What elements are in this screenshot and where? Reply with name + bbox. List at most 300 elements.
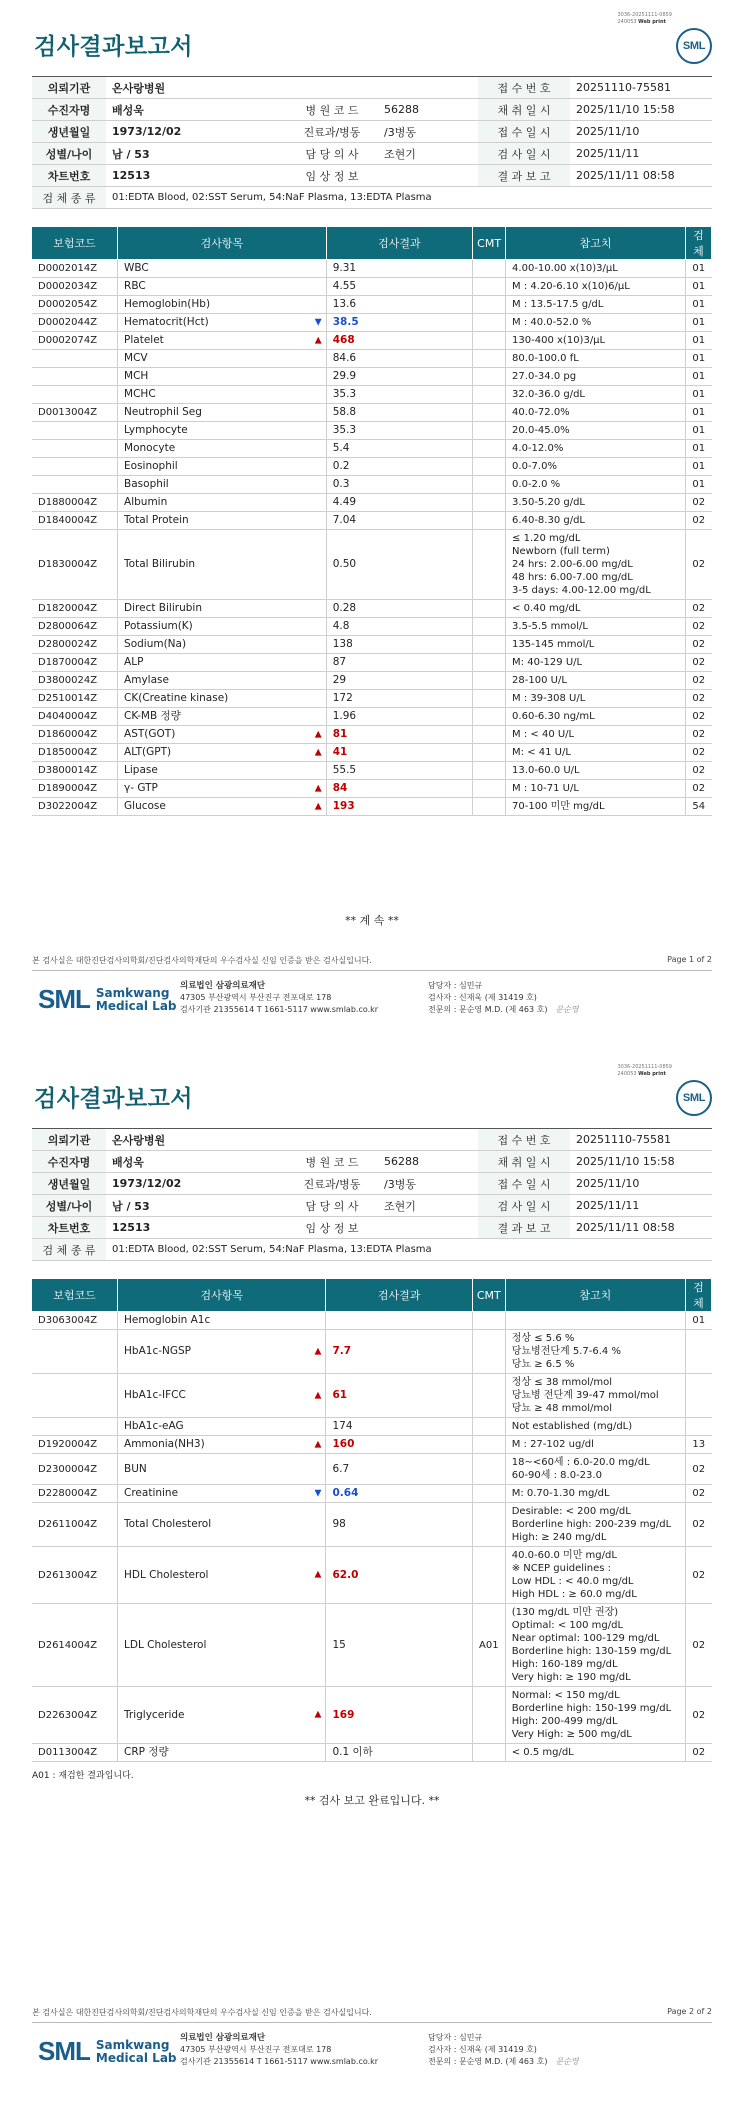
test-code: D1820004Z — [32, 600, 118, 618]
report-value: 2025/11/11 08:58 — [570, 1217, 712, 1239]
reference-line: 정상 ≤ 5.6 % — [511, 1333, 575, 1344]
test-result-value: 0.50 — [332, 558, 357, 570]
reference-range — [505, 1744, 685, 1762]
lab-name: Samkwang Medical Lab — [95, 985, 177, 1013]
test-result-value: 38.5 — [332, 316, 359, 328]
test-result — [326, 600, 472, 618]
table-row — [32, 690, 712, 708]
reference-line: 80.0-100.0 fL — [512, 353, 579, 364]
table-row — [32, 618, 712, 636]
high-arrow-icon: ▲ — [314, 747, 322, 757]
reference-line: 60-90세 : 8.0-23.0 — [511, 1470, 602, 1481]
test-result — [326, 512, 472, 530]
reference-line: < 0.40 mg/dL — [512, 603, 581, 614]
test-name-text: HbA1c-IFCC — [124, 1389, 186, 1401]
reference-line: 18~<60세 : 6.0-20.0 mg/dL — [511, 1457, 650, 1468]
reference-line: ≤ 1.20 mg/dL — [512, 533, 581, 544]
table-row — [32, 798, 712, 816]
test-code: D1830004Z — [32, 530, 118, 600]
test-result — [326, 690, 472, 708]
specimen-code: 02 — [686, 1485, 712, 1503]
test-cmt — [472, 1436, 505, 1454]
test-name — [118, 690, 327, 708]
page-number: Page 1 of 2 — [667, 955, 712, 964]
high-arrow-icon: ▲ — [314, 783, 322, 793]
test-name — [118, 1604, 326, 1687]
test-name-text: MCH — [124, 370, 149, 382]
test-code: D2263004Z — [32, 1687, 118, 1744]
high-arrow-icon: ▲ — [314, 729, 322, 739]
page-title: 검사결과보고서 — [34, 34, 194, 60]
header-code: 보험코드 — [32, 1279, 118, 1312]
test-code — [32, 1330, 118, 1374]
specimen-code: 01 — [685, 458, 711, 476]
specimen-code — [686, 1330, 712, 1374]
test-result-value: 4.8 — [332, 620, 350, 632]
test-name-text: Hemoglobin A1c — [124, 1314, 211, 1326]
table-row — [32, 672, 712, 690]
chart-value: 12513 — [106, 1217, 286, 1239]
specimen-code: 01 — [685, 368, 711, 386]
test-cmt — [473, 512, 506, 530]
reference-line: M : 40.0-52.0 % — [512, 317, 592, 328]
table-row — [32, 654, 712, 672]
hospital-code-label: 병 원 코 드 — [286, 1151, 378, 1173]
specimen-code: 54 — [685, 798, 711, 816]
test-result-value: 15 — [332, 1638, 346, 1651]
birth-value: 1973/12/02 — [106, 121, 286, 143]
test-result-value: 1.96 — [332, 710, 357, 722]
reference-range — [505, 1312, 685, 1330]
reference-line: 정상 ≤ 38 mmol/mol — [511, 1377, 613, 1388]
test-code: D1870004Z — [32, 654, 118, 672]
reference-line: 0.0-2.0 % — [512, 479, 561, 490]
clinical-value — [378, 1217, 478, 1239]
reference-range — [506, 350, 686, 368]
test-cmt — [473, 440, 506, 458]
test-result — [326, 296, 472, 314]
test-name-text: Hemoglobin(Hb) — [124, 298, 211, 310]
table-row — [32, 386, 712, 404]
reference-line: M: 40-129 U/L — [512, 657, 583, 668]
test-result-value: 58.8 — [332, 406, 357, 418]
table-row — [32, 494, 712, 512]
reference-line: 4.00-10.00 x(10)3/μL — [512, 263, 618, 274]
test-cmt — [473, 296, 506, 314]
reference-range — [506, 762, 686, 780]
reference-line: 6.40-8.30 g/dL — [512, 515, 586, 526]
test-code — [32, 458, 118, 476]
doctor-label: 담 당 의 사 — [286, 1195, 378, 1217]
reference-line: M : 13.5-17.5 g/dL — [512, 299, 604, 310]
test-name — [118, 726, 327, 744]
test-cmt — [473, 618, 506, 636]
test-code: D3022004Z — [32, 798, 118, 816]
test-result-value: 84.6 — [332, 352, 357, 364]
report-value: 2025/11/11 08:58 — [570, 165, 712, 187]
test-result — [326, 1312, 472, 1330]
reference-line: M : 10-71 U/L — [512, 783, 579, 794]
test-result — [326, 422, 472, 440]
header-item: 검사항목 — [118, 227, 327, 260]
table-row — [32, 278, 712, 296]
test-name — [118, 1374, 326, 1418]
test-name — [118, 368, 327, 386]
header-item: 검사항목 — [118, 1279, 326, 1312]
header-ref: 참고치 — [506, 227, 686, 260]
test-result-value: 0.1 이하 — [332, 1746, 373, 1758]
specimen-code: 02 — [686, 1604, 712, 1687]
table-row — [32, 422, 712, 440]
reference-range — [506, 332, 686, 350]
reference-line: 24 hrs: 2.00-6.00 mg/dL — [512, 559, 633, 570]
test-result — [326, 1547, 472, 1604]
test-name — [118, 708, 327, 726]
test-cmt — [473, 368, 506, 386]
test-result — [326, 1436, 472, 1454]
reference-line: Borderline high: 130-159 mg/dL — [511, 1646, 672, 1657]
test-code: D1890004Z — [32, 780, 118, 798]
doctor-value: 조현기 — [378, 143, 478, 165]
test-result — [326, 1418, 472, 1436]
reference-line: 13.0-60.0 U/L — [512, 765, 580, 776]
test-cmt — [473, 494, 506, 512]
specimen-value: 01:EDTA Blood, 02:SST Serum, 54:NaF Plasma, 13:EDTA Plasma — [106, 187, 712, 209]
test-code — [32, 368, 118, 386]
reference-range — [506, 386, 686, 404]
receipt-no-label: 접 수 번 호 — [478, 77, 570, 99]
table-row — [32, 368, 712, 386]
clinical-value — [378, 165, 478, 187]
test-date-label: 검 사 일 시 — [478, 1195, 570, 1217]
table-row — [32, 1330, 712, 1374]
reference-range — [505, 1604, 685, 1687]
reference-range — [506, 654, 686, 672]
test-name-text: Platelet — [124, 334, 164, 346]
test-code: D0013004Z — [32, 404, 118, 422]
high-arrow-icon: ▲ — [314, 1569, 322, 1580]
footer-logo — [38, 984, 177, 1015]
test-result — [326, 350, 472, 368]
reference-line: High: 200-499 mg/dL — [511, 1716, 618, 1727]
specimen-value: 01:EDTA Blood, 02:SST Serum, 54:NaF Plasma, 13:EDTA Plasma — [106, 1239, 712, 1261]
test-code: D2613004Z — [32, 1547, 118, 1604]
footer-divider — [32, 2022, 712, 2023]
test-result-value: 7.7 — [332, 1345, 352, 1357]
patient-value: 배성욱 — [106, 1151, 286, 1173]
test-name-text: CRP 정량 — [124, 1746, 169, 1758]
header-ref: 참고치 — [505, 1279, 685, 1312]
test-cmt — [473, 476, 506, 494]
test-result — [326, 278, 472, 296]
reference-range — [506, 260, 686, 278]
collect-label: 채 취 일 시 — [478, 1151, 570, 1173]
test-result — [326, 386, 472, 404]
reference-line: 4.0-12.0% — [512, 443, 564, 454]
report-label: 결 과 보 고 — [478, 165, 570, 187]
test-cmt — [473, 530, 506, 600]
test-result-value: 29.9 — [332, 370, 357, 382]
reference-line: 3-5 days: 4.00-12.00 mg/dL — [512, 585, 651, 596]
certification-note: 본 검사실은 대한진단검사의학회/진단검사의학재단의 우수검사실 신임 인증을 받은 검사실입니다. — [32, 2008, 372, 2017]
clinical-label: 임 상 정 보 — [286, 1217, 378, 1239]
test-name-text: BUN — [124, 1462, 147, 1475]
table-row — [32, 440, 712, 458]
reference-line: 3.50-5.20 g/dL — [512, 497, 586, 508]
test-code: D0002014Z — [32, 260, 118, 278]
test-name — [118, 1485, 326, 1503]
certification-note: 본 검사실은 대한진단검사의학회/진단검사의학재단의 우수검사실 신임 인증을 받은 검사실입니다. — [32, 956, 372, 965]
test-name — [118, 458, 327, 476]
test-cmt — [472, 1687, 505, 1744]
test-name-text: HDL Cholesterol — [124, 1568, 209, 1581]
reference-line: 28-100 U/L — [512, 675, 567, 686]
low-arrow-icon: ▼ — [314, 1488, 322, 1498]
test-result — [326, 1485, 472, 1503]
reference-line: 48 hrs: 6.00-7.00 mg/dL — [512, 572, 633, 583]
reference-line: M: 0.70-1.30 mg/dL — [511, 1488, 610, 1499]
reference-range — [506, 530, 686, 600]
table-row — [32, 1374, 712, 1418]
reference-range — [506, 494, 686, 512]
test-code: D2300004Z — [32, 1454, 118, 1485]
test-result-value: 4.55 — [332, 280, 357, 292]
test-cmt — [473, 314, 506, 332]
test-result-value: 0.3 — [332, 478, 350, 490]
test-result — [326, 1604, 472, 1687]
test-cmt — [473, 762, 506, 780]
test-name-text: MCHC — [124, 388, 156, 400]
test-result — [326, 404, 472, 422]
test-name — [118, 1547, 326, 1604]
specimen-code: 01 — [685, 422, 711, 440]
footer-logo — [38, 2036, 177, 2067]
patient-label: 수진자명 — [32, 1151, 106, 1173]
high-arrow-icon: ▲ — [314, 1346, 322, 1356]
collect-value: 2025/11/10 15:58 — [570, 99, 712, 121]
test-cmt — [472, 1418, 505, 1436]
test-code: D0002034Z — [32, 278, 118, 296]
test-code: D2800024Z — [32, 636, 118, 654]
test-result — [326, 440, 472, 458]
reference-range — [506, 690, 686, 708]
test-name — [118, 260, 327, 278]
test-name — [118, 530, 327, 600]
birth-label: 생년월일 — [32, 121, 106, 143]
dept-label: 진료과/병동 — [286, 1173, 378, 1195]
header-specimen: 검체 — [686, 1279, 712, 1312]
test-name — [118, 1418, 326, 1436]
test-result-value: 13.6 — [332, 298, 357, 310]
reference-line: 0.0-7.0% — [512, 461, 557, 472]
reference-line: M : 27-102 ug/dl — [511, 1439, 594, 1450]
reference-line: 130-400 x(10)3/μL — [512, 335, 606, 346]
reference-line: 135-145 mmol/L — [512, 639, 595, 650]
continue-text: ** 계 속 ** — [345, 914, 399, 927]
reference-line: 0.60-6.30 ng/mL — [512, 711, 595, 722]
birth-value: 1973/12/02 — [106, 1173, 286, 1195]
specimen-code: 01 — [685, 260, 711, 278]
test-result — [326, 654, 472, 672]
reference-range — [505, 1547, 685, 1604]
test-code — [32, 476, 118, 494]
patient-value: 배성욱 — [106, 99, 286, 121]
institution-value: 온사랑병원 — [106, 77, 478, 99]
org-info: 의료법인 삼광의료재단 47305 부산광역시 부산진구 전포대로 178 검사기관 21355614 T 1661-5117 www.smlab.co.kr — [180, 2033, 379, 2066]
table-row — [32, 350, 712, 368]
test-result — [326, 726, 472, 744]
test-date-label: 검 사 일 시 — [478, 143, 570, 165]
reference-line: High: ≥ 240 mg/dL — [511, 1532, 607, 1543]
test-name-text: ALP — [124, 656, 144, 668]
test-name-text: Monocyte — [124, 442, 176, 454]
test-cmt — [472, 1744, 505, 1762]
reference-range — [506, 314, 686, 332]
test-name — [118, 494, 327, 512]
reference-range — [506, 422, 686, 440]
reference-range — [505, 1374, 685, 1418]
reference-line: Desirable: < 200 mg/dL — [511, 1506, 631, 1517]
reference-line: 당뇨병전단계 5.7-6.4 % — [511, 1346, 621, 1357]
test-code: D2280004Z — [32, 1485, 118, 1503]
test-cmt — [473, 404, 506, 422]
institution-label: 의뢰기관 — [32, 1129, 106, 1151]
test-name-text: Glucose — [124, 800, 166, 812]
test-cmt — [472, 1547, 505, 1604]
test-result-value: 4.49 — [332, 496, 357, 508]
specimen-code: 02 — [685, 690, 711, 708]
test-name-text: Neutrophil Seg — [124, 406, 202, 418]
specimen-code: 02 — [686, 1744, 712, 1762]
specimen-code: 01 — [685, 314, 711, 332]
test-result-value: 160 — [332, 1438, 355, 1450]
test-code: D1840004Z — [32, 512, 118, 530]
test-result-value: 9.31 — [332, 262, 357, 274]
test-result — [326, 260, 472, 278]
reference-line: Very High: ≥ 500 mg/dL — [511, 1729, 632, 1740]
specimen-code: 02 — [686, 1547, 712, 1604]
test-name — [118, 404, 327, 422]
test-result — [326, 780, 472, 798]
reference-range — [505, 1687, 685, 1744]
institution-value: 온사랑병원 — [106, 1129, 478, 1151]
test-result — [326, 708, 472, 726]
test-name — [118, 1503, 326, 1547]
test-result-value: 0.2 — [332, 460, 350, 472]
page-title: 검사결과보고서 — [34, 1086, 194, 1112]
test-name-text: Total Protein — [124, 514, 189, 526]
header-cmt: CMT — [473, 227, 506, 260]
test-name-text: Creatinine — [124, 1487, 179, 1499]
test-code: D1880004Z — [32, 494, 118, 512]
reference-range — [506, 476, 686, 494]
test-result — [326, 744, 472, 762]
report-page-2 — [0, 1052, 744, 2104]
staff-info: 담당자 : 심민규 검사자 : 신재욱 (제 31419 호) 전문의 : 문순영 M.D. (제 463 호) 문순영 — [428, 981, 579, 1014]
table-row — [32, 1687, 712, 1744]
test-name-text: RBC — [124, 280, 146, 292]
receipt-date-label: 접 수 일 시 — [478, 121, 570, 143]
test-result — [326, 672, 472, 690]
chart-label: 차트번호 — [32, 165, 106, 187]
reference-line: 당뇨병 전단계 39-47 mmol/mol — [511, 1390, 659, 1401]
test-code: D2614004Z — [32, 1604, 118, 1687]
test-result-value: 468 — [332, 334, 355, 346]
test-name-text: Triglyceride — [124, 1708, 185, 1721]
test-result-value: 7.04 — [332, 514, 357, 526]
test-name-text: Basophil — [124, 478, 169, 490]
reference-line: High HDL : ≥ 60.0 mg/dL — [511, 1589, 637, 1600]
specimen-code: 02 — [685, 762, 711, 780]
dept-value: /3병동 — [378, 121, 478, 143]
test-cmt — [473, 744, 506, 762]
specimen-code: 01 — [685, 440, 711, 458]
table-row — [32, 744, 712, 762]
test-cmt — [473, 726, 506, 744]
test-cmt — [473, 780, 506, 798]
test-name — [118, 1330, 326, 1374]
reference-range — [506, 512, 686, 530]
doctor-value: 조현기 — [378, 1195, 478, 1217]
reference-line: M : 39-308 U/L — [512, 693, 586, 704]
table-row — [32, 476, 712, 494]
table-row — [32, 1744, 712, 1762]
test-code: D2510014Z — [32, 690, 118, 708]
sml-logo-icon: SML — [676, 1080, 712, 1116]
test-result-value: 0.28 — [332, 602, 357, 614]
table-row — [32, 636, 712, 654]
reference-range — [506, 278, 686, 296]
test-result-value: 5.4 — [332, 442, 350, 454]
specimen-code: 02 — [685, 726, 711, 744]
staff-info: 담당자 : 심민규 검사자 : 신재욱 (제 31419 호) 전문의 : 문순영 M.D. (제 463 호) 문순영 — [428, 2033, 579, 2066]
test-result — [326, 332, 472, 350]
reference-range — [505, 1485, 685, 1503]
table-row — [32, 1485, 712, 1503]
reference-range — [505, 1436, 685, 1454]
test-result — [326, 458, 472, 476]
test-code — [32, 422, 118, 440]
test-name — [118, 636, 327, 654]
test-code: D3800014Z — [32, 762, 118, 780]
test-name-text: Total Cholesterol — [124, 1518, 212, 1530]
test-result-value: 169 — [332, 1708, 355, 1721]
reference-line: M: < 41 U/L — [512, 747, 571, 758]
test-name-text: Potassium(K) — [124, 620, 193, 632]
test-name-text: WBC — [124, 262, 149, 274]
results-table-page-2 — [32, 1278, 712, 1762]
clinical-label: 임 상 정 보 — [286, 165, 378, 187]
test-name-text: Albumin — [124, 496, 168, 508]
test-name — [118, 618, 327, 636]
reference-line: Very high: ≥ 190 mg/dL — [511, 1672, 631, 1683]
specimen-code: 02 — [686, 1454, 712, 1485]
reference-line: Normal: < 150 mg/dL — [511, 1690, 620, 1701]
reference-range — [506, 672, 686, 690]
reference-range — [506, 458, 686, 476]
test-cmt — [472, 1485, 505, 1503]
test-result — [326, 1330, 472, 1374]
report-complete-text: ** 검사 보고 완료입니다. ** — [304, 1794, 440, 1807]
reference-range — [506, 708, 686, 726]
specimen-code: 01 — [685, 476, 711, 494]
test-code — [32, 350, 118, 368]
sex-age-value: 남 / 53 — [106, 143, 286, 165]
high-arrow-icon: ▲ — [314, 1390, 322, 1400]
test-result — [326, 530, 472, 600]
test-cmt — [473, 260, 506, 278]
test-result — [326, 1454, 472, 1485]
